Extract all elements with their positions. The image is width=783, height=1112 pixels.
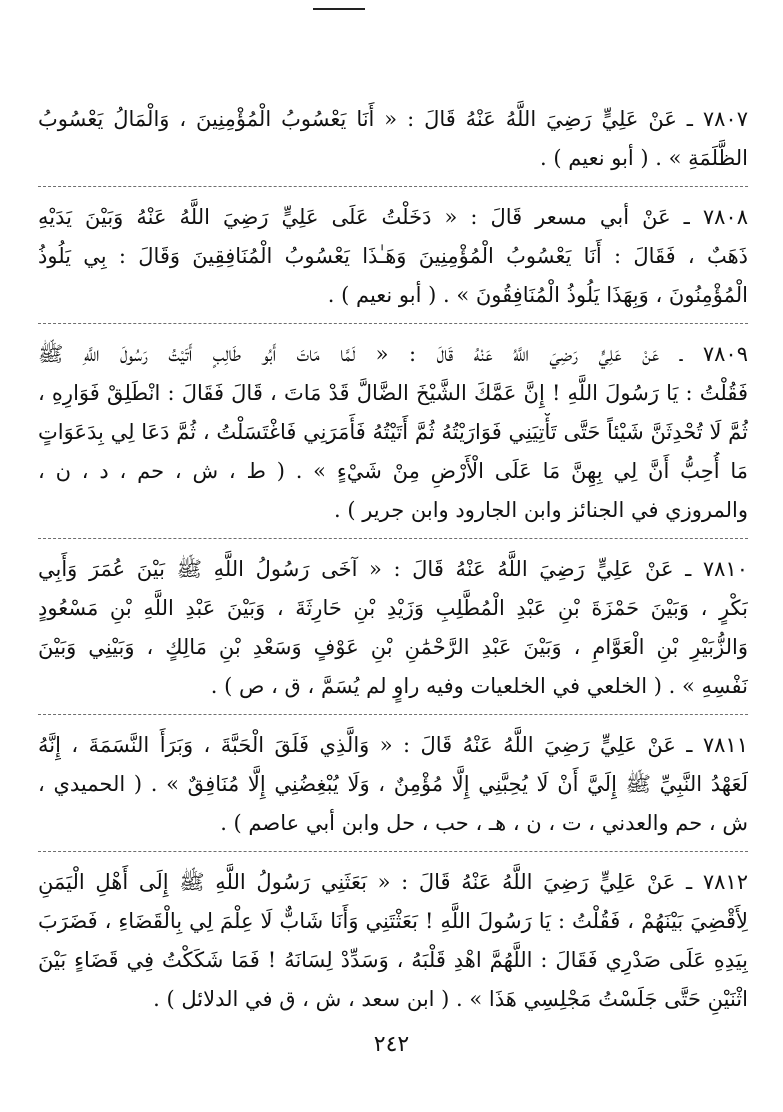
separator [38,186,748,188]
top-rule [313,8,365,10]
text-line: وَالزُّبَيْرِ بْنِ الْعَوَّامِ ، وَبَيْنَ عَبْدِ الرَّحْمَٰنِ بْنِ عَوْفٍ وَسَعْدِ بْنِ مَالِكٍ ، وَبَيْنِي وَبَيْنَ [38,635,748,659]
text-line: ش ، حم والعدني ، ت ، ن ، هـ ، حب ، حل وابن أبي عاصم ) . [220,811,748,835]
page-body [38,100,748,1019]
separator [38,323,748,325]
text-line: لَعَهْدُ النَّبِيِّ ﷺ إِلَيَّ أَنْ لَا يُحِبَّنِي إِلَّا مُؤْمِنٌ ، وَلَا يُبْغِضُنِي إِلَّا مُنَافِقٌ » . ( الحميدي ، [38,772,748,796]
text-line: ٧٨٠٨ ـ عَنْ أبي مسعر قَالَ : « دَخَلْتُ عَلَى عَلِيٍّ رَضِيَ اللَّهُ عَنْهُ وَبَيْنَ يَدَيْهِ [38,205,748,229]
hadith-7810 [38,550,748,706]
text-line: ثُمَّ لَا تُحْدِثَنَّ شَيْئاً حَتَّى تَأْتِيَنِي فَوَارَيْتُهُ ثُمَّ أَتَيْتُهُ فَأَمَرَنِي فَاغْتَسَلْتُ ، ثُمَّ دَعَا لِي بِدَعَوَاتٍ [38,420,748,444]
text-line: ٧٨٠٩ ـ عَنْ عَلِيٍّ رَضِيَ اللَّهُ عَنْهُ قَالَ : « لَمَّا مَاتَ أَبُو طَالِبٍ أَتَيْتُ رَسُولَ اللَّهِ ﷺ [38,342,748,366]
hadith-7807 [38,100,748,178]
text-line: لِأَقْضِيَ بَيْنَهُمْ ، فَقُلْتُ : يَا رَسُولَ اللَّهِ ! بَعَثْتَنِي وَأَنَا شَابٌّ لَا عِلْمَ لِي بِالْقَضَاءِ ، فَضَرَبَ [38,909,748,933]
text-line: مَا أُحِبُّ أَنَّ لِي بِهِنَّ مَا عَلَى الْأَرْضِ مِنْ شَيْءٍ » . ( ط ، ش ، حم ، د ، ن ، [38,459,748,483]
text-line: ٧٨١٢ ـ عَنْ عَلِيٍّ رَضِيَ اللَّهُ عَنْهُ قَالَ : « بَعَثَنِي رَسُولُ اللَّهِ ﷺ إِلَى أَهْلِ الْيَمَنِ [38,870,748,894]
page-number: ٢٤٢ [373,1032,410,1057]
text-line: والمروزي في الجنائز وابن الجارود وابن جرير ) . [333,498,748,522]
text-line: ذَهَبٌ ، فَقَالَ : أَنَا يَعْسُوبُ الْمُؤْمِنِينَ وَهَـٰذَا يَعْسُوبُ الْمُنَافِقِينَ وَقَالَ : بِي يَلُوذُ [38,244,748,268]
separator [38,714,748,716]
separator [38,851,748,853]
text-line: بِيَدِهِ عَلَى صَدْرِي فَقَالَ : اللَّهُمَّ اهْدِ قَلْبَهُ ، وَسَدِّدْ لِسَانَهُ ! فَمَا شَكَكْتُ فِي قَضَاءٍ بَيْنَ [38,948,748,972]
text-line: فَقُلْتُ : يَا رَسُولَ اللَّهِ ! إِنَّ عَمَّكَ الشَّيْخَ الضَّالَّ قَدْ مَاتَ ، قَالَ فَقَالَ : انْطَلِقْ فَوَارِهِ ، [38,381,748,405]
separator [38,538,748,540]
text-line: الْمُؤْمِنُونَ ، وَبِهَذَا يَلُوذُ الْمُنَافِقُونَ » . ( أبو نعيم ) . [327,283,748,307]
hadith-7809 [38,335,748,530]
text-line: ٧٨١٠ ـ عَنْ عَلِيٍّ رَضِيَ اللَّهُ عَنْهُ قَالَ : « آخَى رَسُولُ اللَّهِ ﷺ بَيْنَ عُمَرَ وَأَبِي [38,557,748,581]
hadith-7808 [38,198,748,315]
text-line: ٧٨٠٧ ـ عَنْ عَلِيٍّ رَضِيَ اللَّهُ عَنْهُ قَالَ : « أَنَا يَعْسُوبُ الْمُؤْمِنِينَ ، وَالْمَالُ يَعْسُوبُ [38,107,748,131]
text-line: ٧٨١١ ـ عَنْ عَلِيٍّ رَضِيَ اللَّهُ عَنْهُ قَالَ : « وَالَّذِي فَلَقَ الْحَبَّةَ ، وَبَرَأَ النَّسَمَةَ ، إِنَّهُ [38,733,748,757]
text-line: نَفْسِهِ » . ( الخلعي في الخلعيات وفيه راوٍ لم يُسَمَّ ، ق ، ص ) . [210,674,748,698]
hadith-7811 [38,726,748,843]
hadith-7812 [38,863,748,1019]
text-line: الظَّلَمَةِ » . ( أبو نعيم ) . [540,146,748,170]
text-line: بَكْرٍ ، وَبَيْنَ حَمْزَةَ بْنِ عَبْدِ الْمُطَّلِبِ وَزَيْدِ بْنِ حَارِثَةَ ، وَبَيْنَ عَبْدِ اللَّهِ بْنِ مَسْعُودٍ [38,596,748,620]
text-line: اثْنَيْنِ حَتَّى جَلَسْتُ مَجْلِسِي هَذَا » . ( ابن سعد ، ش ، ق في الدلائل ) . [153,987,748,1011]
